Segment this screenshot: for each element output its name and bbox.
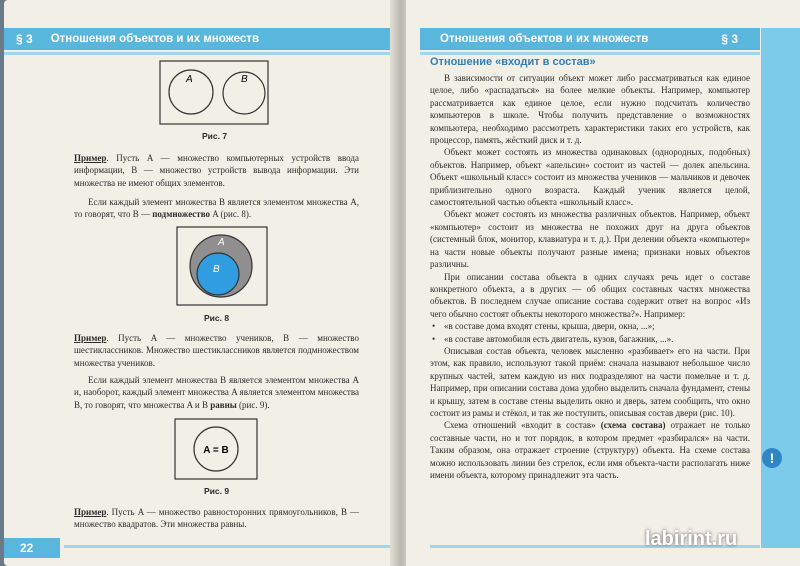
figure-9-equal-sets: [174, 418, 258, 480]
example-1-text: . Пусть A — множество компьютерных устройств ввода информации, B — множество устройств вывода информации. Эти множества не имеют общих элементов.: [74, 153, 359, 188]
set-b-label: B: [213, 264, 220, 275]
paragraph: Объект может состоять из множества одинаковых (однородных, подобных) объектов. Например, объект «апельсин» состоит из частей — долек апельсина. Объект «школьный класс» состоит из множества учеников — мальчиков и девочек приблизительно одного возраста. Каждый ученик является целой, самостоятельной частью объекта «школьный класс».: [430, 147, 750, 208]
page-number-left: 22: [4, 538, 60, 558]
subsection-title: Отношение «входит в состав»: [430, 56, 596, 68]
right-section-number: § 3: [721, 32, 738, 46]
term-subset: подмножество: [152, 209, 211, 220]
set-a-label: A: [186, 74, 193, 85]
paragraph-schema: Схема отношений «входит в состав» (схема состава) отражает не только составные части, но и тот порядок, в котором предмет «разбирался» на части. Таким образом, она отражает строение (структуру) объекта. На схеме состава можно использовать линии без стрелок, если имя объекта-части располагать ниже имени объекта, которому принадлежит эта часть.: [430, 420, 751, 480]
example-3: [74, 506, 359, 531]
left-header-underline: [4, 52, 394, 55]
left-page: [4, 0, 396, 566]
figure-8-subset: [176, 226, 268, 306]
left-header-title: Отношения объектов и их множеств: [50, 33, 260, 45]
term-schema: (схема состава): [600, 420, 666, 431]
right-margin-band: [761, 28, 800, 548]
paragraph: При описании состава объекта в одних случаях речь идет о составе конкретного объекта, а в других — об общих составных частях множества объектов. В последнем случае описание состава содержит ответ на вопрос «Из чего обычно состоят объекты некоторого множества?». Например:: [430, 271, 750, 319]
left-section-number: § 3: [16, 32, 33, 46]
paragraph-equal: Если каждый элемент множества B является элементом множества A и, наоборот, каждый элемент множества A является элементом множества B, то говорят, что множества A и B равны (рис. 9).: [74, 375, 359, 410]
figure-9-caption: Рис. 9: [204, 486, 230, 496]
figure-7-frame: [160, 61, 268, 124]
example-3-text: . Пусть A — множество равносторонних прямоугольников, B — множество квадратов. Эти множества равны.: [74, 507, 359, 530]
right-body-text: [430, 72, 750, 481]
right-header-title: Отношения объектов и их множеств: [440, 33, 649, 45]
list-item: • «в составе автомобиля есть двигатель, кузов, багажник, ...».: [430, 333, 750, 345]
example-2-label: Пример: [74, 333, 107, 343]
paragraph-subset: Если каждый элемент множества B является элементом множества A, то говорят, что B — подмножество A (рис. 8).: [74, 197, 359, 220]
example-2-text: . Пусть A — множество учеников, B — множество шестиклассников. Множество шестиклассников является подмножеством множества учеников.: [74, 333, 359, 368]
watermark-text: labirint.ru: [645, 528, 738, 550]
paragraph: В зависимости от ситуации объект может либо рассматриваться как единое целое, либо «распадаться» на более мелкие объекты. Например, компьютер рассматривается как единое целое, если нужно подсчитать количество компьютеров в школе. Чтобы получить представление о возможностях компьютера, необходимо рассмотреть характеристики таких его устройств, как процессор, память, жёсткий диск и т. д.: [430, 73, 750, 146]
set-b-label: B: [241, 74, 248, 85]
set-a-label: A: [218, 237, 225, 248]
right-header-underline: [420, 52, 760, 55]
paragraph: Объект может состоять из множества различных объектов. Например, объект «компьютер» состоит из множества не похожих друг на друга объектов (системный блок, монитор, клавиатура и т. д.). При делении объекта «компьютер» на части новые объекты получают разные имена; признаки новых объектов различны.: [430, 209, 750, 270]
example-1: [74, 152, 359, 189]
term-equal: равны: [210, 399, 237, 410]
left-header-bar: [4, 28, 394, 50]
figure-7-caption: Рис. 7: [202, 131, 228, 141]
exclamation-icon: !: [762, 448, 782, 468]
example-3-label: Пример: [74, 507, 107, 517]
equal-sets-label: A = B: [203, 445, 229, 456]
figure-7-disjoint-sets: [159, 60, 269, 125]
paragraph: Описывая состав объекта, человек мысленно «разбивает» его на части. При этом, как правило, используют такой приём: сначала называют небольшое число крупных частей, затем каждую из них подразделяют на части помельче и т. д. Например, при описании состава дома удобно выделить сначала фундамент, стены и крышу, затем в составе стены выделить окно и дверь, затем сообщить, что окно состоит из рамы и стёкол, и так же поступить, описывая состав двери (рис. 10).: [430, 345, 750, 418]
example-2: [74, 332, 359, 369]
example-1-label: Пример: [74, 153, 107, 163]
right-page: [406, 0, 800, 566]
left-footer-line: [64, 545, 394, 548]
composition-examples-list: [430, 320, 750, 345]
figure-8-caption: Рис. 8: [204, 313, 230, 323]
list-item: • «в составе дома входят стены, крыша, двери, окна, ...»;: [430, 320, 750, 332]
right-header-bar: [420, 28, 760, 50]
